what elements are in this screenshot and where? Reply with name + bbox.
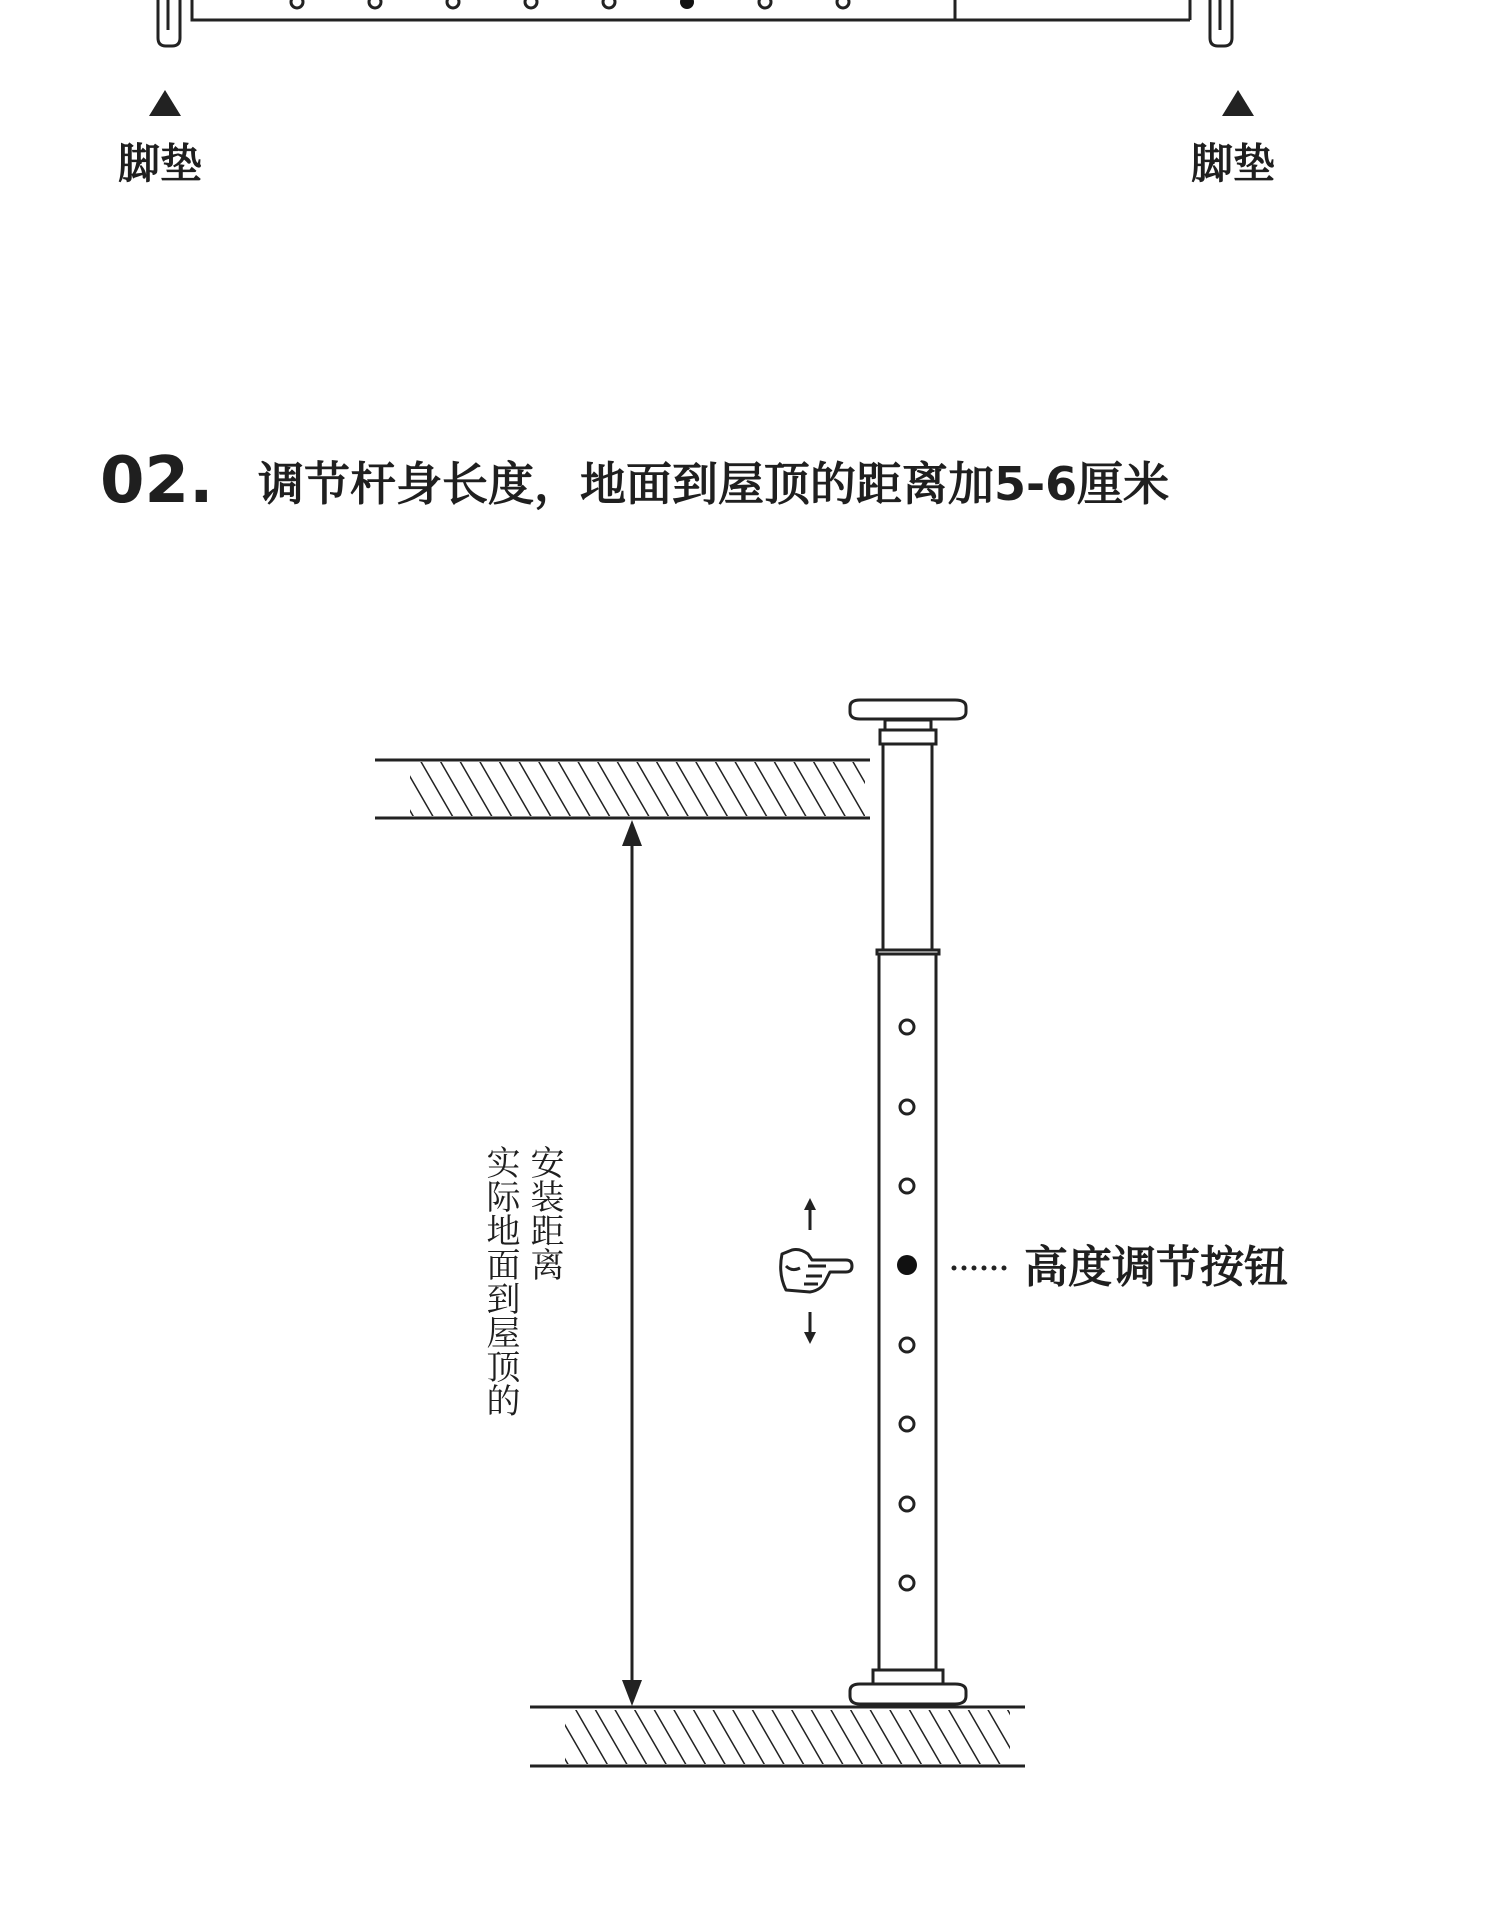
right-pad-label: 脚垫 — [1190, 139, 1276, 188]
pole-holes — [900, 1020, 914, 1590]
step-number: 02. — [100, 444, 214, 518]
height-adjust-button-label: 高度调节按钮 — [1024, 1242, 1288, 1293]
button-leader-dots — [952, 1266, 1007, 1271]
step-instruction: 调节杆身长度，地面到屋顶的距离加5-6厘米 — [258, 457, 1170, 511]
left-pad-label: 脚垫 — [117, 139, 203, 188]
down-arrow-icon — [804, 1312, 816, 1344]
height-adjust-button-dot — [897, 1255, 917, 1275]
floor-hatch — [530, 1707, 1025, 1766]
pointing-hand-icon — [781, 1250, 852, 1293]
vertical-label-actual-floor-to-roof: 实际地面到屋顶的 — [480, 1145, 520, 1417]
up-arrow-icon — [804, 1198, 816, 1230]
horizontal-rod — [158, 0, 1232, 46]
ceiling-hatch — [375, 760, 870, 818]
vertical-label-install-distance: 安装距离 — [524, 1145, 564, 1281]
rod-holes-row — [291, 0, 849, 9]
left-pad-pointer-icon — [149, 90, 181, 116]
telescopic-pole — [850, 700, 966, 1704]
height-dimension-arrow — [622, 820, 642, 1706]
right-pad-pointer-icon — [1222, 90, 1254, 116]
